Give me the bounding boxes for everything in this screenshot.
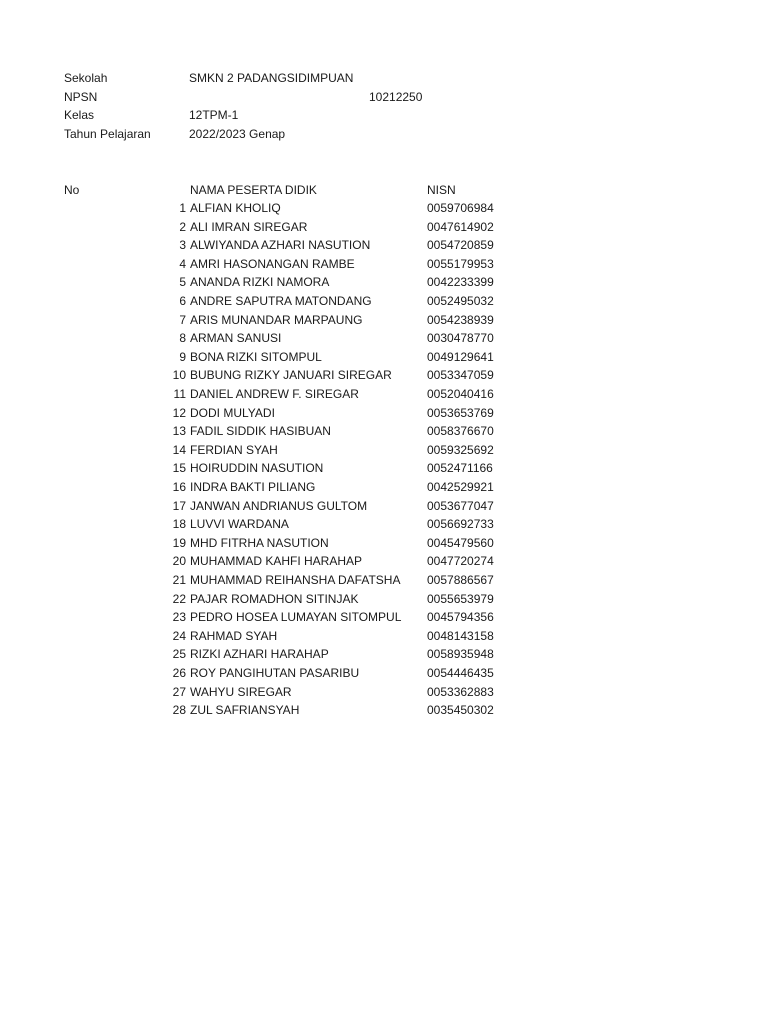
row-number: 6	[179, 294, 186, 308]
student-name: FADIL SIDDIK HASIBUAN	[190, 424, 331, 438]
student-nisn: 0053677047	[427, 499, 494, 513]
row-number: 28	[172, 703, 186, 717]
student-name: ANDRE SAPUTRA MATONDANG	[190, 294, 372, 308]
student-name: WAHYU SIREGAR	[190, 685, 292, 699]
year-label: Tahun Pelajaran	[64, 127, 151, 141]
student-nisn: 0054446435	[427, 666, 494, 680]
row-number: 26	[172, 666, 186, 680]
student-nisn: 0053653769	[427, 406, 494, 420]
class-value: 12TPM-1	[189, 108, 239, 122]
student-name: DODI MULYADI	[190, 406, 275, 420]
student-name: RAHMAD SYAH	[190, 629, 278, 643]
student-name: ARMAN SANUSI	[190, 331, 282, 345]
student-nisn: 0056692733	[427, 517, 494, 531]
student-name: PEDRO HOSEA LUMAYAN SITOMPUL	[190, 610, 402, 624]
student-name: MUHAMMAD REIHANSHA DAFATSHA	[190, 573, 401, 587]
student-nisn: 0035450302	[427, 703, 494, 717]
student-name: AMRI HASONANGAN RAMBE	[190, 257, 355, 271]
row-number: 12	[172, 406, 186, 420]
row-number: 11	[173, 387, 186, 401]
student-nisn: 0052471166	[427, 461, 493, 475]
row-number: 9	[179, 350, 186, 364]
student-nisn: 0045794356	[427, 610, 494, 624]
row-number: 13	[172, 424, 186, 438]
student-nisn: 0058376670	[427, 424, 494, 438]
student-nisn: 0042529921	[427, 480, 494, 494]
row-number: 17	[172, 499, 186, 513]
year-value: 2022/2023 Genap	[189, 127, 286, 141]
student-nisn: 0042233399	[427, 275, 494, 289]
student-name: INDRA BAKTI PILIANG	[190, 480, 316, 494]
student-nisn: 0054238939	[427, 313, 494, 327]
student-nisn: 0059325692	[427, 443, 494, 457]
school-label: Sekolah	[64, 71, 108, 85]
student-name: PAJAR ROMADHON SITINJAK	[190, 592, 359, 606]
student-nisn: 0058935948	[427, 647, 494, 661]
student-name: ARIS MUNANDAR MARPAUNG	[190, 313, 363, 327]
row-number: 3	[179, 238, 186, 252]
student-nisn: 0049129641	[427, 350, 494, 364]
student-nisn: 0054720859	[427, 238, 494, 252]
student-nisn: 0047614902	[427, 220, 494, 234]
student-name: ALI IMRAN SIREGAR	[190, 220, 308, 234]
row-number: 15	[172, 461, 186, 475]
row-number: 4	[179, 257, 186, 271]
student-nisn: 0057886567	[427, 573, 494, 587]
student-nisn: 0052495032	[427, 294, 494, 308]
row-number: 27	[172, 685, 186, 699]
header-no: No	[64, 183, 80, 197]
student-nisn: 0053347059	[427, 368, 494, 382]
student-name: HOIRUDDIN NASUTION	[190, 461, 324, 475]
student-name: ZUL SAFRIANSYAH	[190, 703, 300, 717]
student-name: DANIEL ANDREW F. SIREGAR	[190, 387, 359, 401]
row-number: 19	[172, 536, 186, 550]
row-number: 2	[179, 220, 186, 234]
student-name: MHD FITRHA NASUTION	[190, 536, 329, 550]
student-name: ALWIYANDA AZHARI NASUTION	[190, 238, 371, 252]
row-number: 20	[172, 554, 186, 568]
class-label: Kelas	[64, 108, 95, 122]
row-number: 16	[172, 480, 186, 494]
header-nisn: NISN	[427, 183, 456, 197]
student-name: LUVVI WARDANA	[190, 517, 289, 531]
student-nisn: 0052040416	[427, 387, 494, 401]
row-number: 7	[179, 313, 186, 327]
student-nisn: 0055653979	[427, 592, 494, 606]
student-name: ROY PANGIHUTAN PASARIBU	[190, 666, 360, 680]
row-number: 14	[172, 443, 186, 457]
student-name: BONA RIZKI SITOMPUL	[190, 350, 322, 364]
student-nisn: 0055179953	[427, 257, 494, 271]
row-number: 22	[172, 592, 186, 606]
row-number: 18	[172, 517, 186, 531]
student-nisn: 0030478770	[427, 331, 494, 345]
npsn-label: NPSN	[64, 90, 98, 104]
student-name: MUHAMMAD KAHFI HARAHAP	[190, 554, 363, 568]
student-nisn: 0045479560	[427, 536, 494, 550]
student-name: ANANDA RIZKI NAMORA	[190, 275, 330, 289]
student-nisn: 0047720274	[427, 554, 494, 568]
row-number: 23	[172, 610, 186, 624]
row-number: 8	[179, 331, 186, 345]
row-number: 10	[172, 368, 186, 382]
npsn-value: 10212250	[369, 90, 423, 104]
row-number: 1	[179, 201, 186, 215]
row-number: 25	[172, 647, 186, 661]
student-name: ALFIAN KHOLIQ	[190, 201, 281, 215]
student-name: RIZKI AZHARI HARAHAP	[190, 647, 329, 661]
row-number: 5	[179, 275, 186, 289]
header-name: NAMA PESERTA DIDIK	[190, 183, 317, 197]
student-name: JANWAN ANDRIANUS GULTOM	[190, 499, 368, 513]
school-value: SMKN 2 PADANGSIDIMPUAN	[189, 71, 354, 85]
student-nisn: 0059706984	[427, 201, 494, 215]
student-name: FERDIAN SYAH	[190, 443, 278, 457]
row-number: 24	[172, 629, 186, 643]
student-name: BUBUNG RIZKY JANUARI SIREGAR	[190, 368, 392, 382]
student-nisn: 0053362883	[427, 685, 494, 699]
row-number: 21	[172, 573, 186, 587]
student-nisn: 0048143158	[427, 629, 494, 643]
